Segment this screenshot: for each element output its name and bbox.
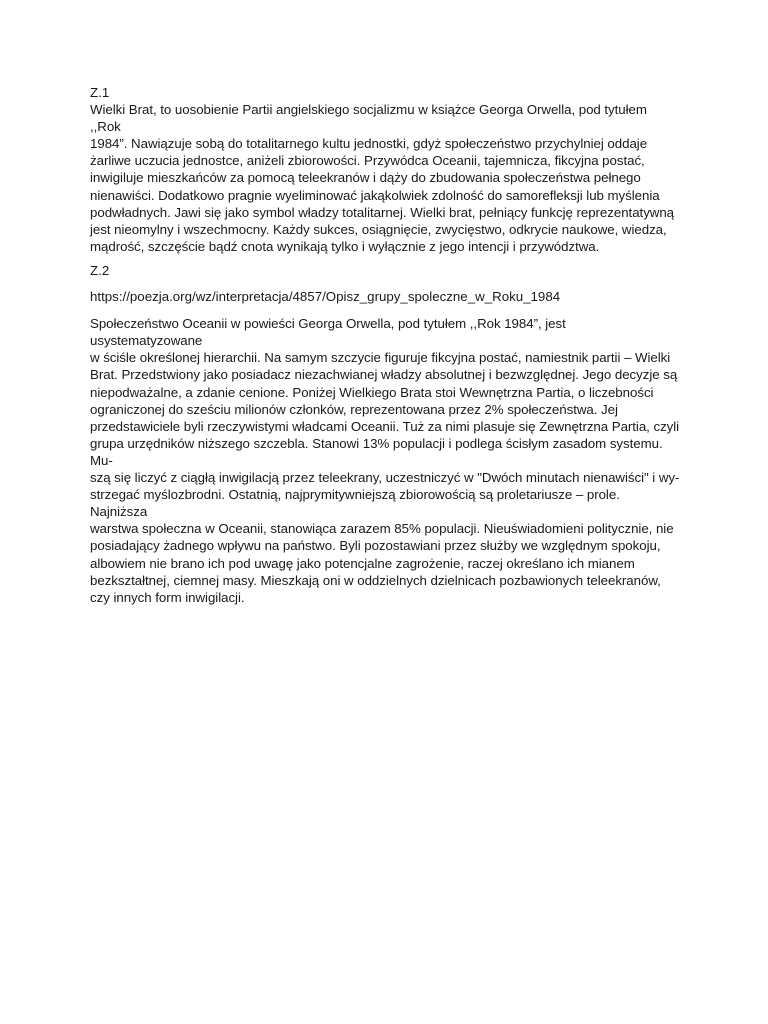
paragraph-line: Społeczeństwo Oceanii w powieści Georga Orwella, pod tytułem ,,Rok 1984”, jest usystematyzowane bbox=[90, 316, 566, 349]
section-z1-paragraph bbox=[90, 101, 680, 255]
paragraph-line: czy innych form inwigilacji. bbox=[90, 589, 245, 605]
paragraph-line: podwładnych. Jawi się jako symbol władzy totalitarnej. Wielki brat, pełniący funkcję reprezentatywną bbox=[90, 204, 675, 220]
paragraph-line: bezkształtnej, ciemnej masy. Mieszkają oni w oddzielnych dzielnicach pozbawionych teleekranów, bbox=[90, 572, 661, 588]
paragraph-line: albowiem nie brano ich pod uwagę jako potencjalne zagrożenie, raczej określano ich mianem bbox=[90, 555, 635, 571]
paragraph-line: 1984”. Nawiązuje sobą do totalitarnego kultu jednostki, gdyż społeczeństwo przychylniej oddaje bbox=[90, 136, 648, 152]
section-z1 bbox=[90, 84, 680, 255]
paragraph-line: mądrość, szczęście bądź cnota wynikają tylko i wyłącznie z jego intencji i przywództwa. bbox=[90, 238, 600, 254]
paragraph-line: niepodważalne, a zdanie cenione. Poniżej Wielkiego Brata stoi Wewnętrzna Partia, o liczebności bbox=[90, 384, 654, 400]
section-z2 bbox=[90, 262, 680, 606]
paragraph-line: strzegać myślozbrodni. Ostatnią, najprymitywniejszą zbiorowością są proletariusze – prole. Najniższa bbox=[90, 487, 620, 520]
paragraph-line: nienawiści. Dodatkowo pragnie wyeliminować jakąkolwiek zdolność do samorefleksji lub myślenia bbox=[90, 187, 660, 203]
section-z2-heading: Z.2 bbox=[90, 263, 110, 278]
source-link[interactable]: https://poezja.org/wz/interpretacja/4857/Opisz_grupy_spoleczne_w_Roku_1984 bbox=[90, 289, 561, 305]
paragraph-line: grupa urzędników niższego szczebla. Stanowi 13% populacji i podlega ścisłym zasadom systemu. Mu- bbox=[90, 435, 663, 468]
paragraph-line: Brat. Przedstwiony jako posiadacz niezachwianej władzy absolutnej i bezwzględnej. Jego decyzje są bbox=[90, 367, 678, 383]
paragraph-line: Wielki Brat, to uosobienie Partii angielskiego socjalizmu w książce Georga Orwella, pod tytułem ,,Rok bbox=[90, 102, 647, 135]
paragraph-line: żarliwe uczucia jednostce, aniżeli zbiorowości. Przywódca Oceanii, tajemnicza, fikcyjna postać, bbox=[90, 153, 645, 169]
paragraph-line: w ściśle określonej hierarchii. Na samym szczycie figuruje fikcyjna postać, namiestnik partii – Wielki bbox=[90, 350, 671, 366]
paragraph-line: przedstawiciele byli rzeczywistymi władcami Oceanii. Tuż za nimi plasuje się Zewnętrzna Partia, czyli bbox=[90, 418, 680, 434]
paragraph-line: jest nieomylny i wszechmocny. Każdy sukces, osiągnięcie, zwycięstwo, odkrycie naukowe, wiedza, bbox=[90, 221, 667, 237]
paragraph-line: posiadający żadnego wpływu na państwo. Byli pozostawiani przez służby we względnym spokoju, bbox=[90, 538, 661, 554]
paragraph-line: inwigiluje mieszkańców za pomocą teleekranów i dąży do zbudowania społeczeństwa pełnego bbox=[90, 170, 641, 186]
paragraph-line: ograniczonej do sześciu milionów członków, reprezentowana przez 2% społeczeństwa. Jej bbox=[90, 401, 618, 417]
paragraph-line: szą się liczyć z ciągłą inwigilacją przez teleekrany, uczestniczyć w "Dwóch minutach nienawiści" i wy- bbox=[90, 470, 680, 486]
section-z2-paragraph bbox=[90, 315, 680, 606]
paragraph-line: warstwa społeczna w Oceanii, stanowiąca zarazem 85% populacji. Nieuświadomieni politycznie, nie bbox=[90, 521, 674, 537]
section-z1-heading: Z.1 bbox=[90, 85, 110, 100]
